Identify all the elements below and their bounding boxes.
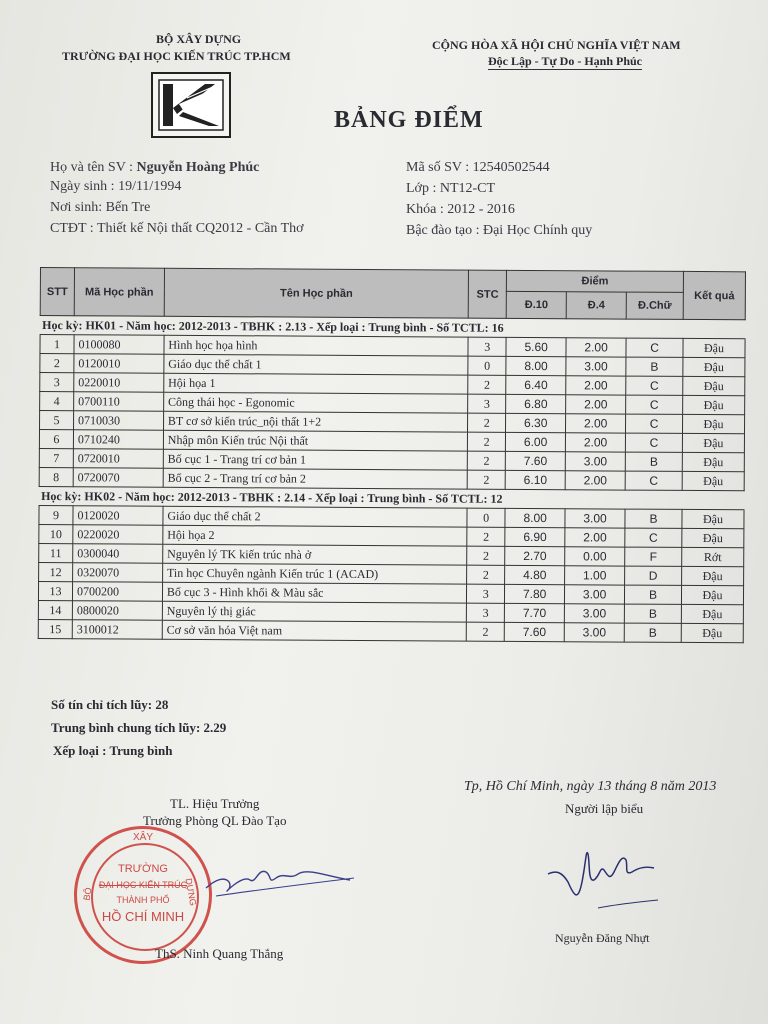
row-credits: 3 bbox=[467, 603, 505, 622]
row-d4: 2.00 bbox=[565, 471, 625, 490]
row-code: 0710240 bbox=[73, 430, 163, 450]
row-letter: C bbox=[626, 395, 683, 414]
row-code: 0320070 bbox=[73, 563, 163, 583]
row-letter: C bbox=[626, 338, 683, 357]
date-line: Tp, Hồ Chí Minh, ngày 13 tháng 8 năm 2013 bbox=[464, 779, 717, 794]
row-stt: 14 bbox=[38, 600, 72, 619]
stamp-line4: HỒ CHÍ MINH bbox=[101, 909, 185, 924]
row-course-name: BT cơ sở kiến trúc_nội thất 1+2 bbox=[163, 411, 467, 432]
row-d4: 2.00 bbox=[566, 433, 626, 452]
dob-row bbox=[50, 179, 181, 195]
row-d10: 6.80 bbox=[506, 394, 566, 413]
row-code: 0700200 bbox=[72, 582, 162, 602]
row-result: Đậu bbox=[683, 395, 745, 414]
row-d4: 3.00 bbox=[566, 357, 626, 376]
row-stt: 15 bbox=[38, 619, 72, 638]
row-stt: 6 bbox=[39, 430, 73, 449]
right-signature-icon bbox=[542, 842, 662, 912]
grades-table bbox=[38, 267, 746, 643]
row-course-name: Hội họa 1 bbox=[164, 373, 468, 394]
stamp-right: DỰNG bbox=[183, 877, 199, 907]
row-credits: 2 bbox=[467, 546, 505, 565]
semester-label: Học kỳ: HK02 - Năm học: 2012-2013 - TBHK : 2.14 - Xếp loại : Trung bình - Số TCTL: 12 bbox=[39, 486, 744, 509]
row-code: 0720070 bbox=[73, 468, 163, 488]
table-header bbox=[40, 268, 745, 320]
row-code: 0100080 bbox=[74, 335, 164, 355]
row-stt: 13 bbox=[38, 581, 72, 600]
row-result: Đậu bbox=[682, 452, 744, 471]
row-d10: 6.90 bbox=[505, 527, 565, 546]
row-credits: 2 bbox=[466, 622, 504, 641]
row-credits: 2 bbox=[467, 565, 505, 584]
row-code: 0300040 bbox=[73, 544, 163, 564]
row-credits: 2 bbox=[467, 527, 505, 546]
col-result: Kết quả bbox=[683, 271, 745, 319]
row-stt: 8 bbox=[39, 467, 73, 486]
row-d4: 3.00 bbox=[564, 604, 624, 623]
row-code: 0120020 bbox=[73, 506, 163, 526]
row-credits: 2 bbox=[468, 375, 506, 394]
row-credits: 3 bbox=[468, 394, 506, 413]
row-result: Đậu bbox=[683, 414, 745, 433]
level-row bbox=[406, 223, 592, 239]
col-d10: Đ.10 bbox=[506, 291, 566, 318]
row-d10: 6.10 bbox=[505, 470, 565, 489]
row-letter: C bbox=[625, 471, 682, 490]
row-code: 0700110 bbox=[74, 392, 164, 412]
table-row bbox=[38, 619, 743, 642]
row-stt: 12 bbox=[39, 562, 73, 581]
program-row bbox=[50, 221, 304, 237]
row-course-name: Bố cục 3 - Hình khối & Màu sắc bbox=[162, 582, 466, 603]
row-course-name: Nhập môn Kiến trúc Nội thất bbox=[163, 430, 467, 451]
row-result: Đậu bbox=[681, 623, 743, 642]
row-credits: 2 bbox=[468, 432, 506, 451]
row-stt: 10 bbox=[39, 524, 73, 543]
ministry-name: BỘ XÂY DỰNG bbox=[156, 32, 242, 46]
row-d4: 2.00 bbox=[565, 528, 625, 547]
signer-right-name: Nguyễn Đăng Nhựt bbox=[555, 931, 650, 945]
row-letter: B bbox=[624, 604, 681, 623]
signer-right-title: Người lập biểu bbox=[565, 801, 644, 816]
cohort-label: Khóa : bbox=[406, 202, 444, 217]
row-d10: 7.80 bbox=[505, 584, 565, 603]
row-d10: 8.00 bbox=[505, 508, 565, 527]
cohort-value: 2012 - 2016 bbox=[447, 202, 515, 217]
row-letter: C bbox=[626, 376, 683, 395]
col-letter: Đ.Chữ bbox=[626, 292, 683, 319]
row-credits: 3 bbox=[468, 337, 506, 356]
name-label: Họ và tên SV : bbox=[50, 160, 133, 175]
official-stamp bbox=[74, 826, 212, 964]
row-code: 0710030 bbox=[73, 411, 163, 431]
row-result: Đậu bbox=[683, 338, 745, 357]
row-credits: 0 bbox=[467, 508, 505, 527]
row-letter: B bbox=[624, 623, 681, 642]
stamp-line2: ĐẠI HỌC KIẾN TRÚC bbox=[98, 880, 188, 890]
row-letter: C bbox=[625, 433, 682, 452]
country-name: CỘNG HÒA XÃ HỘI CHỦ NGHĨA VIỆT NAM bbox=[432, 38, 681, 52]
stamp-left: BỘ bbox=[81, 886, 94, 902]
left-signature-icon bbox=[196, 850, 356, 910]
row-course-name: Bố cục 1 - Trang trí cơ bản 1 bbox=[163, 449, 467, 470]
row-stt: 1 bbox=[40, 335, 74, 354]
stamp-line1: TRƯỜNG bbox=[118, 863, 168, 875]
logo-mark-icon bbox=[153, 74, 229, 136]
row-d4: 3.00 bbox=[565, 452, 625, 471]
row-letter: C bbox=[625, 528, 682, 547]
row-letter: B bbox=[626, 357, 683, 376]
student-name-row bbox=[50, 160, 259, 176]
row-result: Đậu bbox=[682, 433, 744, 452]
row-d4: 3.00 bbox=[564, 623, 624, 642]
row-d4: 2.00 bbox=[566, 338, 626, 357]
national-motto bbox=[488, 54, 642, 69]
row-letter: D bbox=[625, 566, 682, 585]
motto-text: Độc Lập - Tự Do - Hạnh Phúc bbox=[488, 54, 643, 68]
row-stt: 7 bbox=[39, 448, 73, 467]
row-d10: 7.60 bbox=[505, 451, 565, 470]
dob-label: Ngày sinh : bbox=[50, 179, 115, 194]
row-d4: 0.00 bbox=[565, 547, 625, 566]
row-stt: 4 bbox=[40, 392, 74, 411]
row-course-name: Nguyên lý thị giác bbox=[162, 601, 466, 622]
student-id-row bbox=[406, 160, 550, 176]
col-score-group: Điểm bbox=[507, 270, 684, 292]
row-result: Đậu bbox=[681, 604, 743, 623]
birthplace-label: Nơi sinh: bbox=[50, 200, 103, 215]
row-course-name: Giáo dục thể chất 2 bbox=[163, 506, 467, 527]
row-stt: 11 bbox=[39, 543, 73, 562]
row-result: Đậu bbox=[682, 528, 744, 547]
row-course-name: Bố cục 2 - Trang trí cơ bản 2 bbox=[163, 468, 467, 489]
row-letter: F bbox=[625, 547, 682, 566]
row-stt: 9 bbox=[39, 505, 73, 524]
class-label: Lớp : bbox=[406, 181, 437, 196]
row-stt: 3 bbox=[40, 373, 74, 392]
col-stt: STT bbox=[40, 268, 74, 316]
level-value: Đại Học Chính quy bbox=[482, 223, 593, 238]
row-code: 0220020 bbox=[73, 525, 163, 545]
row-course-name: Hình học họa hình bbox=[164, 335, 468, 356]
row-letter: B bbox=[625, 452, 682, 471]
dob-value: 19/11/1994 bbox=[118, 179, 182, 194]
col-credits: STC bbox=[468, 270, 506, 318]
col-d4: Đ.4 bbox=[566, 292, 626, 319]
signer-left-title2: Trưởng Phòng QL Đào Tạo bbox=[143, 813, 287, 828]
stamp-line3: THÀNH PHỐ bbox=[116, 895, 170, 905]
row-d4: 2.00 bbox=[566, 395, 626, 414]
semester-label: Học kỳ: HK01 - Năm học: 2012-2013 - TBHK : 2.13 - Xếp loại : Trung bình - Số TCTL: 16 bbox=[40, 316, 745, 339]
rank-summary: Xếp loại : Trung bình bbox=[53, 743, 173, 758]
row-letter: B bbox=[625, 585, 682, 604]
row-result: Đậu bbox=[683, 357, 745, 376]
row-d4: 3.00 bbox=[565, 509, 625, 528]
row-result: Rớt bbox=[682, 547, 744, 566]
cohort-row bbox=[406, 202, 515, 218]
row-d4: 2.00 bbox=[566, 376, 626, 395]
row-course-name: Công thái học - Egonomic bbox=[163, 392, 467, 413]
row-credits: 3 bbox=[467, 584, 505, 603]
row-code: 0220010 bbox=[74, 373, 164, 393]
row-d10: 6.40 bbox=[506, 375, 566, 394]
row-result: Đậu bbox=[682, 509, 744, 528]
birthplace-row bbox=[50, 200, 150, 216]
id-label: Mã số SV : bbox=[406, 160, 470, 175]
row-code: 0720010 bbox=[73, 449, 163, 469]
signer-left-title1: TL. Hiệu Trưởng bbox=[170, 796, 260, 811]
row-result: Đậu bbox=[682, 566, 744, 585]
row-d10: 7.70 bbox=[505, 603, 565, 622]
row-d10: 4.80 bbox=[505, 565, 565, 584]
row-d4: 2.00 bbox=[566, 414, 626, 433]
row-letter: B bbox=[625, 509, 682, 528]
level-label: Bậc đào tạo : bbox=[406, 223, 480, 238]
birthplace-value: Bến Tre bbox=[105, 200, 151, 215]
row-code: 0120010 bbox=[74, 354, 164, 374]
table-body bbox=[38, 316, 745, 643]
row-d10: 8.00 bbox=[506, 356, 566, 375]
row-stt: 2 bbox=[40, 354, 74, 373]
program-value: Thiết kế Nội thất CQ2012 - Cần Thơ bbox=[96, 221, 304, 236]
class-value: NT12-CT bbox=[439, 181, 496, 196]
row-credits: 2 bbox=[467, 470, 505, 489]
col-course-name: Tên Học phần bbox=[164, 268, 469, 318]
row-credits: 0 bbox=[468, 356, 506, 375]
row-result: Đậu bbox=[681, 585, 743, 604]
row-letter: C bbox=[626, 414, 683, 433]
row-d4: 1.00 bbox=[565, 566, 625, 585]
row-course-name: Giáo dục thể chất 1 bbox=[164, 354, 468, 375]
row-d10: 5.60 bbox=[506, 337, 566, 356]
student-id: 12540502544 bbox=[472, 160, 550, 175]
row-credits: 2 bbox=[468, 413, 506, 432]
row-credits: 2 bbox=[468, 451, 506, 470]
row-code: 3100012 bbox=[72, 620, 162, 640]
row-result: Đậu bbox=[683, 376, 745, 395]
row-course-name: Nguyên lý TK kiến trúc nhà ở bbox=[163, 544, 467, 565]
col-code: Mã Học phần bbox=[74, 268, 164, 317]
student-name: Nguyễn Hoàng Phúc bbox=[136, 160, 260, 175]
university-logo bbox=[151, 72, 231, 138]
row-course-name: Cơ sở văn hóa Việt nam bbox=[162, 620, 466, 641]
row-d10: 6.00 bbox=[506, 432, 566, 451]
row-d4: 3.00 bbox=[565, 585, 625, 604]
row-result: Đậu bbox=[682, 471, 744, 490]
signer-left-name: ThS. Ninh Quang Thắng bbox=[155, 946, 284, 961]
row-d10: 6.30 bbox=[506, 413, 566, 432]
row-stt: 5 bbox=[40, 411, 74, 430]
gpa-summary: Trung bình chung tích lũy: 2.29 bbox=[51, 720, 227, 735]
row-course-name: Hội họa 2 bbox=[163, 525, 467, 546]
row-d10: 7.60 bbox=[504, 622, 564, 641]
credits-summary: Số tín chỉ tích lũy: 28 bbox=[51, 697, 169, 712]
university-name: TRƯỜNG ĐẠI HỌC KIẾN TRÚC TP.HCM bbox=[62, 49, 291, 63]
row-code: 0800020 bbox=[72, 601, 162, 621]
stamp-top: XÂY bbox=[132, 832, 153, 843]
class-row bbox=[406, 181, 495, 197]
row-course-name: Tin học Chuyên ngành Kiến trúc 1 (ACAD) bbox=[162, 563, 466, 584]
page-title: BẢNG ĐIỂM bbox=[334, 107, 484, 133]
program-label: CTĐT : bbox=[50, 221, 94, 236]
row-d10: 2.70 bbox=[505, 546, 565, 565]
